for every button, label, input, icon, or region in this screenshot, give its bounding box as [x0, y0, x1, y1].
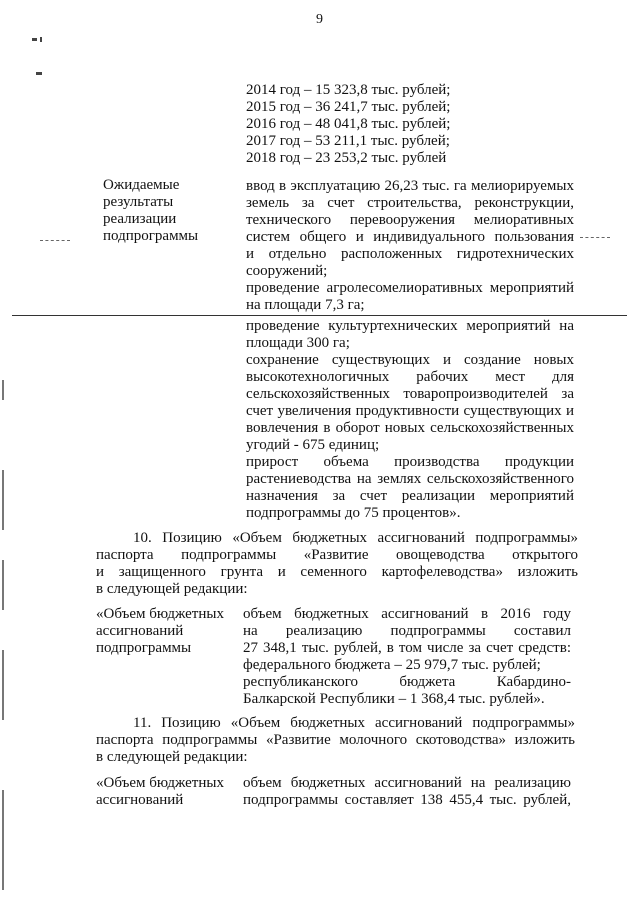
- text-line: высокотехнологичных рабочих мест для: [246, 369, 574, 385]
- label-line: подпрограммы: [103, 228, 199, 244]
- label-line: подпрограммы: [96, 640, 192, 656]
- paragraph-line: 11. Позицию «Объем бюджетных ассигнований подпрограммы»: [133, 715, 575, 731]
- label-line: реализации: [103, 211, 177, 227]
- text-line: объем бюджетных ассигнований в 2016 году: [243, 606, 571, 622]
- label-line: ассигнований: [96, 623, 184, 639]
- text-line: сооружений;: [246, 263, 328, 279]
- margin-mark: [2, 790, 4, 890]
- text-line: прирост объема производства продукции: [246, 454, 574, 470]
- margin-mark: [2, 470, 4, 530]
- paragraph-line: паспорта подпрограммы «Развитие овощеводства открытого: [96, 547, 578, 563]
- label-line: результаты: [103, 194, 174, 210]
- text-line: сельскохозяйственных товаропроизводителей за: [246, 386, 574, 402]
- funding-year-line: 2014 год – 15 323,8 тыс. рублей;: [246, 82, 451, 98]
- text-line: и отдельно расположенных гидротехнических: [246, 246, 574, 262]
- text-line: ввод в эксплуатацию 26,23 тыс. га мелиорируемых: [246, 178, 574, 194]
- paragraph-line: 10. Позицию «Объем бюджетных ассигнований подпрограммы»: [133, 530, 578, 546]
- text-line: земель за счет строительства, реконструкции,: [246, 195, 574, 211]
- text-line: площади 300 га;: [246, 335, 350, 351]
- label-line: Ожидаемые: [103, 177, 180, 193]
- funding-year-line: 2017 год – 53 211,1 тыс. рублей;: [246, 133, 450, 149]
- paragraph-line: и защищенного грунта и семенного картофелеводства» изложить: [96, 564, 578, 580]
- margin-mark: [2, 650, 4, 720]
- text-line: счет увеличения продуктивности существующих и: [246, 403, 574, 419]
- label-line: ассигнований: [96, 792, 184, 808]
- scan-speck: [36, 72, 42, 75]
- text-line: проведение агролесомелиоративных мероприятий: [246, 280, 574, 296]
- label-line: «Объем бюджетных: [96, 606, 224, 622]
- text-line: сохранение существующих и создание новых: [246, 352, 574, 368]
- scan-speck: [40, 37, 42, 42]
- scan-speck: [32, 38, 37, 41]
- text-line: угодий - 675 единиц;: [246, 437, 380, 453]
- margin-mark: [2, 560, 4, 610]
- text-line: систем общего и индивидуального пользования: [246, 229, 574, 245]
- text-line: проведение культуртехнических мероприятий на: [246, 318, 574, 334]
- text-line: на реализацию подпрограммы составил: [243, 623, 571, 639]
- page-number: 9: [316, 12, 323, 27]
- text-line: вовлечения в оборот новых сельскохозяйственных: [246, 420, 574, 436]
- table-divider: [12, 315, 627, 316]
- funding-year-line: 2015 год – 36 241,7 тыс. рублей;: [246, 99, 451, 115]
- text-line: на площади 7,3 га;: [246, 297, 365, 313]
- funding-year-line: 2018 год – 23 253,2 тыс. рублей: [246, 150, 447, 166]
- scan-dash: [40, 240, 70, 241]
- scan-dash: [580, 237, 610, 238]
- text-line: 27 348,1 тыс. рублей, в том числе за счет средств:: [243, 640, 571, 656]
- text-line: объем бюджетных ассигнований на реализацию: [243, 775, 571, 791]
- funding-year-line: 2016 год – 48 041,8 тыс. рублей;: [246, 116, 451, 132]
- text-line: подпрограммы составляет 138 455,4 тыс. рублей,: [243, 792, 571, 808]
- text-line: республиканского бюджета Кабардино-: [243, 674, 571, 690]
- paragraph-line: в следующей редакции:: [96, 749, 248, 765]
- text-line: технического перевооружения мелиоративных: [246, 212, 574, 228]
- margin-mark: [2, 380, 4, 400]
- label-line: «Объем бюджетных: [96, 775, 224, 791]
- text-line: федерального бюджета – 25 979,7 тыс. рублей;: [243, 657, 541, 673]
- text-line: подпрограммы до 75 процентов».: [246, 505, 461, 521]
- text-line: Балкарской Республики – 1 368,4 тыс. рублей».: [243, 691, 545, 707]
- paragraph-line: паспорта подпрограммы «Развитие молочного скотоводства» изложить: [96, 732, 575, 748]
- text-line: растениеводства на землях сельскохозяйственного: [246, 471, 574, 487]
- text-line: назначения за счет реализации мероприятий: [246, 488, 574, 504]
- paragraph-line: в следующей редакции:: [96, 581, 248, 597]
